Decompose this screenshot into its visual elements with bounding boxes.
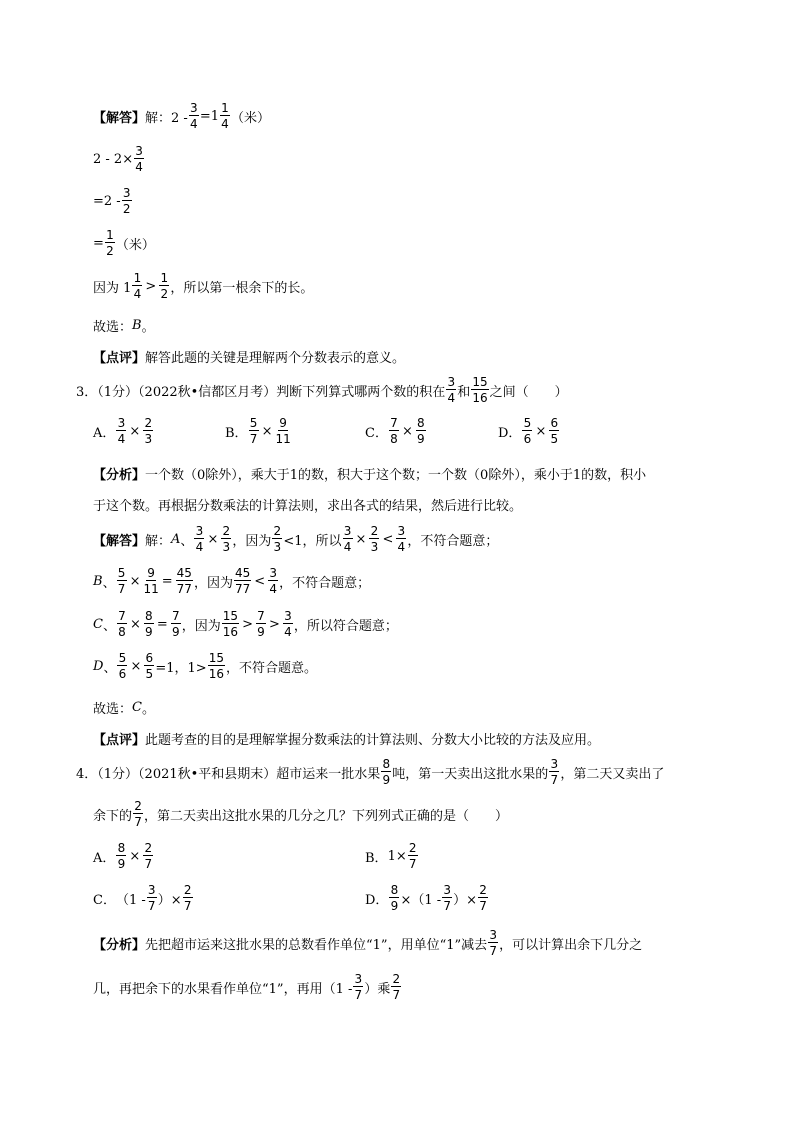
operator: > — [145, 278, 157, 294]
option-label: B． — [365, 850, 388, 866]
text: ×（1 - — [400, 892, 442, 908]
fraction — [147, 884, 157, 912]
numerator: 8 — [145, 609, 153, 623]
numerator: 9 — [279, 416, 287, 430]
denominator: 4 — [269, 582, 277, 596]
fraction — [396, 525, 406, 553]
denominator: 8 — [390, 432, 398, 446]
fraction — [144, 652, 154, 680]
numerator: 5 — [117, 566, 126, 580]
analysis-text: ）乘 — [364, 981, 391, 997]
numerator: 1 — [221, 101, 229, 115]
denominator: 11 — [275, 432, 291, 446]
solution-d — [93, 652, 317, 680]
numerator: 2 — [134, 799, 142, 813]
numerator: 2 — [408, 841, 417, 855]
solution-line-4 — [93, 229, 155, 257]
option-letter: C — [93, 616, 103, 632]
text: 、 — [103, 660, 117, 676]
text: ，第二天又卖出了 — [560, 766, 665, 782]
fraction — [117, 652, 127, 680]
fraction — [549, 758, 559, 786]
denominator: 9 — [417, 432, 425, 446]
numerator: 3 — [443, 883, 451, 897]
denominator: 2 — [122, 202, 131, 216]
analysis-tag: 【分析】 — [93, 937, 146, 953]
operator: < — [254, 573, 266, 589]
option-letter: D — [93, 658, 104, 674]
numerator: 2 — [144, 416, 153, 430]
fraction — [442, 884, 452, 912]
denominator: 7 — [408, 857, 417, 871]
text: 、 — [102, 618, 116, 634]
option-a — [93, 842, 154, 870]
numerator: 7 — [171, 609, 180, 623]
text: 解： — [145, 533, 172, 549]
numerator: 2 — [479, 883, 487, 897]
question-4-stem-1 — [76, 758, 664, 786]
text: 余下的 — [93, 808, 133, 824]
fraction — [144, 610, 154, 638]
operator: × — [129, 616, 141, 632]
denominator: 4 — [135, 160, 143, 174]
fraction — [133, 800, 143, 828]
numerator: 3 — [550, 757, 559, 771]
fraction — [220, 102, 230, 130]
numerator: 3 — [195, 524, 204, 538]
fraction — [221, 525, 231, 553]
numerator: 2 — [144, 841, 153, 855]
fraction — [116, 417, 126, 445]
option-letter: B — [93, 573, 103, 589]
denominator: 9 — [117, 857, 126, 871]
solution-b — [93, 567, 370, 595]
review-text: 解答此题的关键是理解两个分数表示的意义。 — [145, 351, 406, 366]
denominator: 4 — [221, 117, 229, 131]
numerator: 15 — [472, 375, 488, 389]
numerator: 1 — [160, 271, 169, 285]
fraction — [488, 929, 498, 957]
text: 吨，第一天卖出这批水果的 — [392, 766, 549, 782]
fraction — [116, 842, 126, 870]
denominator: 7 — [249, 432, 258, 446]
fraction — [208, 652, 225, 680]
operator: × — [355, 531, 367, 547]
text: 和 — [457, 384, 471, 400]
review-line — [93, 347, 405, 366]
denominator: 3 — [144, 432, 153, 446]
fraction — [283, 610, 293, 638]
denominator: 4 — [117, 432, 126, 446]
fraction — [159, 272, 169, 300]
option-label: D． — [365, 892, 389, 908]
denominator: 9 — [257, 625, 265, 639]
analysis-text: 先把超市运来这批水果的总数看作单位“1”，用单位“1”减去 — [145, 937, 488, 953]
denominator: 7 — [134, 815, 142, 829]
unit: （米） — [230, 110, 270, 126]
option-label: A． — [93, 425, 116, 441]
text: ）× — [453, 892, 478, 908]
operator: × — [535, 423, 547, 439]
text: =1 — [199, 108, 219, 124]
text: = — [93, 235, 104, 251]
analysis-tag: 【分析】 — [93, 468, 146, 483]
fraction — [117, 610, 127, 638]
numerator: 3 — [447, 375, 456, 389]
solution-line-1 — [93, 102, 270, 130]
unit: （米） — [115, 237, 155, 253]
numerator: 6 — [145, 651, 154, 665]
denominator: 7 — [489, 944, 497, 958]
denominator: 7 — [354, 988, 363, 1002]
option-label: C． — [365, 425, 388, 441]
text: ，因为 — [193, 575, 233, 591]
denominator: 7 — [479, 899, 487, 913]
text: （1 - — [115, 892, 146, 908]
text: ，不符合题意。 — [225, 660, 317, 676]
fraction — [249, 417, 259, 445]
numerator: 3 — [284, 609, 292, 623]
denominator: 9 — [171, 625, 180, 639]
fraction — [105, 229, 115, 257]
denominator: 77 — [234, 582, 251, 596]
solution-tag: 【解答】 — [93, 110, 146, 126]
numerator: 7 — [118, 609, 126, 623]
answer-line — [93, 698, 155, 717]
option-a — [93, 417, 154, 445]
text: ，第二天卖出这批水果的几分之几？下列列式正确的是（ ） — [144, 808, 509, 824]
text: ，因为 — [232, 533, 272, 549]
numerator: 8 — [382, 757, 391, 771]
fraction — [143, 842, 153, 870]
denominator: 7 — [550, 773, 559, 787]
numerator: 5 — [523, 416, 532, 430]
fraction — [369, 525, 379, 553]
text: 4．（1分）（2021秋•平和县期末）超市运来一批水果 — [76, 766, 381, 782]
fraction — [183, 884, 193, 912]
analysis-line-1 — [93, 464, 646, 483]
fraction — [353, 973, 363, 1001]
option-d — [365, 884, 489, 912]
fraction — [268, 567, 278, 595]
numerator: 3 — [135, 144, 143, 158]
numerator: 2 — [370, 524, 379, 538]
fraction — [122, 187, 132, 215]
operator: × — [261, 423, 273, 439]
fraction — [176, 567, 193, 595]
analysis-text: 一个数（0除外），乘大于1的数，积大于这个数；一个数（0除外），乘小于1的数，积小 — [145, 468, 647, 483]
fraction — [275, 417, 290, 445]
numerator: 3 — [489, 928, 497, 942]
numerator: 3 — [117, 416, 126, 430]
numerator: 45 — [176, 566, 192, 580]
question-3-stem — [76, 376, 568, 404]
text: 之间（ ） — [489, 384, 568, 400]
numerator: 9 — [147, 566, 155, 580]
numerator: 5 — [118, 651, 127, 665]
denominator: 5 — [550, 432, 559, 446]
fraction — [256, 610, 266, 638]
answer: C — [132, 700, 142, 715]
text: ）× — [157, 892, 182, 908]
fraction — [381, 758, 391, 786]
solution-line-5 — [93, 272, 313, 300]
analysis-text: 于这个数。再根据分数乘法的计算法则，求出各式的结果，然后进行比较。 — [93, 499, 523, 514]
fraction — [343, 525, 353, 553]
numerator: 3 — [269, 566, 277, 580]
denominator: 3 — [370, 540, 379, 554]
operator: > — [242, 616, 253, 632]
operator: = — [156, 616, 168, 632]
fraction — [389, 417, 399, 445]
text: 2 - 2× — [93, 151, 134, 167]
analysis-line-1 — [93, 929, 642, 957]
text: 因为 1 — [93, 280, 132, 296]
fraction — [132, 272, 142, 300]
numerator: 3 — [397, 524, 406, 538]
text: ，所以第一根余下的长。 — [170, 280, 314, 296]
numerator: 3 — [354, 972, 363, 986]
text: 故选： — [93, 702, 133, 717]
numerator: 15 — [208, 651, 224, 665]
fraction — [143, 567, 158, 595]
denominator: 8 — [118, 625, 126, 639]
fraction — [478, 884, 488, 912]
numerator: 45 — [234, 566, 251, 580]
denominator: 7 — [443, 899, 451, 913]
analysis-text: ，可以计算出余下几分之 — [499, 937, 643, 953]
analysis-line-2 — [93, 973, 402, 1001]
fraction — [391, 973, 401, 1001]
operator: × — [129, 423, 141, 439]
numerator: 3 — [147, 883, 156, 897]
denominator: 4 — [189, 117, 198, 131]
denominator: 4 — [195, 540, 204, 554]
text: <1，所以 — [283, 533, 342, 549]
fraction — [471, 376, 488, 404]
answer-line — [93, 316, 155, 335]
operator: > — [268, 616, 280, 632]
numerator: 6 — [550, 416, 559, 430]
text: 、 — [102, 575, 116, 591]
option-label: B． — [225, 425, 248, 441]
numerator: 2 — [392, 972, 401, 986]
denominator: 2 — [106, 244, 114, 258]
denominator: 7 — [392, 988, 401, 1002]
option-b — [365, 842, 419, 870]
solution-c — [93, 610, 398, 638]
option-letter: A — [171, 531, 181, 547]
denominator: 16 — [472, 391, 488, 405]
numerator: 2 — [183, 883, 192, 897]
solution-line-3 — [93, 187, 133, 215]
text: ，因为 — [181, 618, 221, 634]
fraction — [143, 417, 153, 445]
option-c — [93, 884, 194, 912]
question-4-stem-2 — [93, 800, 508, 828]
solution-tag: 【解答】 — [93, 533, 146, 549]
text: ，不符合题意； — [407, 533, 499, 549]
denominator: 2 — [160, 287, 169, 301]
solution-line-2 — [93, 145, 145, 173]
denominator: 16 — [222, 625, 239, 639]
option-label: A． — [93, 850, 116, 866]
fraction — [222, 610, 239, 638]
fraction — [117, 567, 127, 595]
numerator: 8 — [417, 416, 425, 430]
review-line — [93, 729, 600, 748]
option-b — [225, 417, 292, 445]
fraction — [446, 376, 456, 404]
denominator: 3 — [273, 540, 282, 554]
denominator: 7 — [117, 582, 126, 596]
text: 。 — [141, 320, 155, 335]
fraction — [234, 567, 251, 595]
fraction — [194, 525, 204, 553]
option-d — [498, 417, 560, 445]
review-tag: 【点评】 — [93, 733, 146, 748]
review-text: 此题考查的目的是理解掌握分数乘法的计算法则、分数大小比较的方法及应用。 — [145, 733, 601, 748]
denominator: 6 — [118, 667, 127, 681]
operator: × — [129, 848, 141, 864]
option-label: C． — [93, 892, 116, 908]
operator: × — [401, 423, 413, 439]
denominator: 7 — [183, 899, 192, 913]
denominator: 9 — [145, 625, 153, 639]
fraction — [416, 417, 426, 445]
denominator: 9 — [390, 899, 399, 913]
numerator: 8 — [117, 841, 126, 855]
fraction — [522, 417, 532, 445]
numerator: 7 — [390, 416, 398, 430]
fraction — [272, 525, 282, 553]
denominator: 4 — [343, 540, 352, 554]
fraction — [189, 102, 199, 130]
text: =1，1> — [155, 660, 207, 676]
text: ，所以符合题意； — [293, 618, 398, 634]
fraction — [171, 610, 181, 638]
denominator: 77 — [176, 582, 192, 596]
denominator: 16 — [208, 667, 224, 681]
option-c — [365, 417, 427, 445]
denominator: 7 — [144, 857, 153, 871]
text: 1× — [387, 848, 407, 864]
text: 解：2 - — [145, 110, 188, 126]
numerator: 8 — [390, 883, 399, 897]
review-tag: 【点评】 — [93, 351, 146, 366]
numerator: 2 — [273, 524, 282, 538]
denominator: 3 — [222, 540, 231, 554]
numerator: 1 — [133, 271, 142, 285]
numerator: 5 — [249, 416, 258, 430]
denominator: 4 — [133, 287, 142, 301]
denominator: 11 — [143, 582, 159, 596]
analysis-line-2 — [93, 495, 522, 514]
operator: × — [129, 573, 141, 589]
numerator: 15 — [222, 609, 239, 623]
operator: × — [130, 658, 142, 674]
denominator: 4 — [447, 391, 456, 405]
fraction — [134, 145, 144, 173]
denominator: 7 — [147, 899, 156, 913]
denominator: 6 — [523, 432, 532, 446]
analysis-text: 几，再把余下的水果看作单位“1”，再用（1 - — [93, 981, 353, 997]
text: ，不符合题意； — [279, 575, 371, 591]
answer: B — [132, 318, 142, 333]
denominator: 4 — [397, 540, 406, 554]
numerator: 7 — [257, 609, 265, 623]
operator: < — [382, 531, 394, 547]
text: 、 — [180, 533, 194, 549]
text: =2 - — [93, 193, 121, 209]
numerator: 3 — [122, 186, 131, 200]
text: 3．（1分）（2022秋•信都区月考）判断下列算式哪两个数的积在 — [76, 384, 446, 400]
fraction — [389, 884, 399, 912]
fraction — [408, 842, 418, 870]
denominator: 5 — [145, 667, 154, 681]
numerator: 3 — [343, 524, 352, 538]
fraction — [549, 417, 559, 445]
operator: = — [161, 573, 173, 589]
solution-a — [93, 525, 498, 553]
numerator: 1 — [106, 228, 114, 242]
text: 故选： — [93, 320, 133, 335]
denominator: 9 — [382, 773, 391, 787]
numerator: 3 — [189, 101, 198, 115]
option-label: D． — [498, 425, 522, 441]
text: 。 — [141, 702, 155, 717]
numerator: 2 — [222, 524, 231, 538]
denominator: 4 — [284, 625, 292, 639]
operator: × — [207, 531, 219, 547]
